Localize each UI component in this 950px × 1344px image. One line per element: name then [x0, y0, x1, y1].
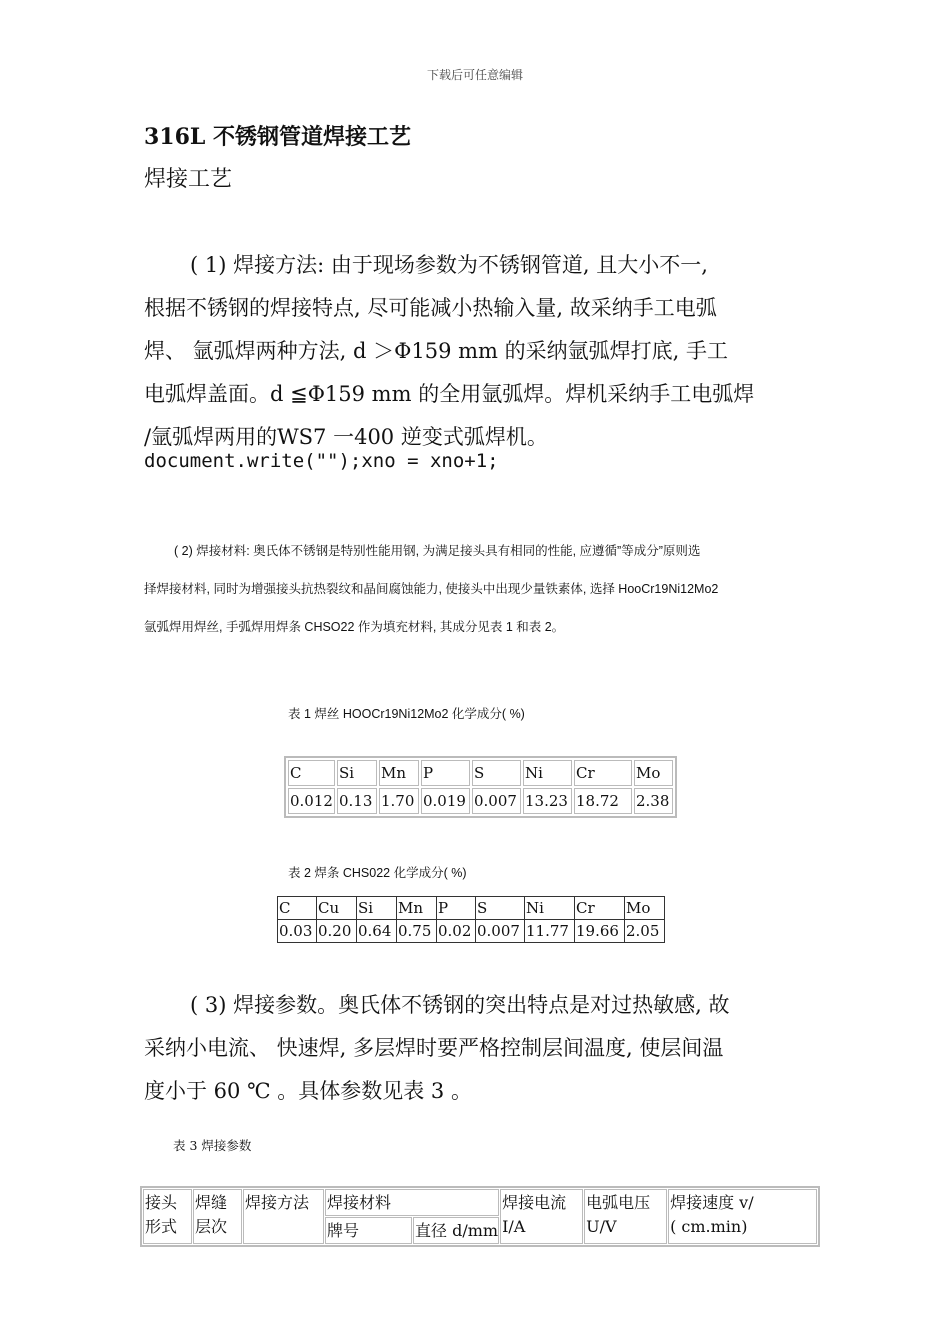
table-cell: P: [421, 760, 470, 786]
paragraph-welding-material: [144, 532, 808, 646]
paragraph-line: ( 2) 焊接材料: 奥氏体不锈钢是特别性能用钢, 为满足接头具有相同的性能, 应遵循”等成分”原则选: [174, 544, 701, 558]
table-cell: 焊接方法: [243, 1189, 324, 1244]
table-header-row: [143, 1189, 817, 1216]
table1-wire-composition: [284, 756, 677, 818]
table-cell: 0.007: [472, 788, 521, 814]
table-cell: C: [278, 897, 317, 920]
cell-line: 焊接电流: [502, 1193, 567, 1212]
paragraph-line: 择焊接材料, 同时为增强接头抗热裂纹和晶间腐蚀能力, 使接头中出现少量铁素体, 选择 HooCr19Ni12Mo2: [144, 582, 719, 596]
cell-line: 形式: [145, 1217, 178, 1236]
paragraph-line: 氩弧焊用焊丝, 手弧焊用焊条 CHSO22 作为填充材料, 其成分见表 1 和表 2。: [144, 620, 565, 634]
paragraph-line: 焊、 氩弧焊两种方法, d ＞Φ159 mm 的采纳氩弧焊打底, 手工: [144, 339, 728, 363]
table2-electrode-composition: [277, 896, 665, 943]
table-cell: 0.019: [421, 788, 470, 814]
table-cell: Cr: [575, 897, 625, 920]
table-cell: Cr: [574, 760, 632, 786]
cell-line: 电弧电压: [586, 1193, 651, 1212]
paragraph-line: ( 3) 焊接参数。奥氏体不锈钢的突出特点是对过热敏感, 故: [190, 993, 730, 1017]
table-cell: Mn: [379, 760, 419, 786]
paragraph-line: 根据不锈钢的焊接特点, 尽可能减小热输入量, 故采纳手工电弧: [144, 296, 717, 320]
cell-line: U/V: [586, 1217, 617, 1236]
table-cell: [500, 1189, 583, 1244]
table3-welding-parameters: [140, 1186, 820, 1247]
paragraph-line: 电弧焊盖面。d ≦Φ159 mm 的全用氩弧焊。焊机采纳手工电弧焊: [144, 382, 755, 406]
table-cell: 11.77: [525, 920, 575, 943]
table-cell: Cu: [317, 897, 357, 920]
document-title: 316L 不锈钢管道焊接工艺: [144, 124, 412, 150]
table-cell: Si: [357, 897, 397, 920]
script-code-line: document.write("");xno = xno+1;: [144, 450, 499, 472]
paragraph-line: 度小于 60 ℃ 。具体参数见表 3 。: [144, 1079, 472, 1103]
table-cell: 0.03: [278, 920, 317, 943]
cell-line: 层次: [195, 1217, 228, 1236]
cell-line: 焊接速度 v/: [670, 1193, 754, 1212]
table-cell: 0.02: [437, 920, 476, 943]
table-header-row: [278, 897, 665, 920]
table-cell: [193, 1189, 242, 1244]
table-cell: 0.012: [288, 788, 335, 814]
table-cell: 0.007: [476, 920, 525, 943]
table3-caption: 表 3 焊接参数: [173, 1138, 252, 1153]
table-cell: Mo: [634, 760, 673, 786]
table-cell: Si: [337, 760, 377, 786]
table-cell: 0.75: [397, 920, 437, 943]
table-row: [288, 788, 673, 814]
table-cell: [584, 1189, 667, 1244]
paragraph-welding-parameters: [144, 984, 808, 1113]
table-cell: Mo: [625, 897, 665, 920]
table-cell: 2.38: [634, 788, 673, 814]
cell-line: ( cm.min): [670, 1217, 748, 1236]
paragraph-line: ( 1) 焊接方法: 由于现场参数为不锈钢管道, 且大小不一,: [190, 253, 708, 277]
table-cell: [668, 1189, 817, 1244]
table-cell: 0.20: [317, 920, 357, 943]
table-cell: 0.64: [357, 920, 397, 943]
table-cell: 13.23: [523, 788, 572, 814]
table-cell: Mn: [397, 897, 437, 920]
table-cell: 0.13: [337, 788, 377, 814]
table-cell: 18.72: [574, 788, 632, 814]
table-cell: Ni: [525, 897, 575, 920]
cell-line: 接头: [145, 1193, 178, 1212]
table-cell: P: [437, 897, 476, 920]
table-cell: S: [476, 897, 525, 920]
page-header: 下载后可任意编辑: [426, 68, 523, 82]
table-cell: C: [288, 760, 335, 786]
table-cell: 牌号: [325, 1217, 412, 1244]
table-cell: 1.70: [379, 788, 419, 814]
table-cell: 19.66: [575, 920, 625, 943]
table-cell: Ni: [523, 760, 572, 786]
table-cell: 焊接材料: [325, 1189, 499, 1216]
table-cell: 直径 d/mm: [413, 1217, 499, 1244]
table-header-row: [288, 760, 673, 786]
paragraph-welding-method: [144, 244, 808, 459]
paragraph-line: 采纳小电流、 快速焊, 多层焊时要严格控制层间温度, 使层间温: [144, 1036, 724, 1060]
table2-caption: 表 2 焊条 CHS022 化学成分( %): [288, 866, 467, 880]
table-cell: 2.05: [625, 920, 665, 943]
table-cell: [143, 1189, 192, 1244]
table1-caption: 表 1 焊丝 HOOCr19Ni12Mo2 化学成分( %): [288, 707, 525, 721]
cell-line: I/A: [502, 1217, 526, 1236]
paragraph-line: /氩弧焊两用的WS7 一400 逆变式弧焊机。: [144, 425, 548, 449]
cell-line: 焊缝: [195, 1193, 228, 1212]
section-title: 焊接工艺: [144, 167, 233, 192]
table-row: [278, 920, 665, 943]
table-cell: S: [472, 760, 521, 786]
